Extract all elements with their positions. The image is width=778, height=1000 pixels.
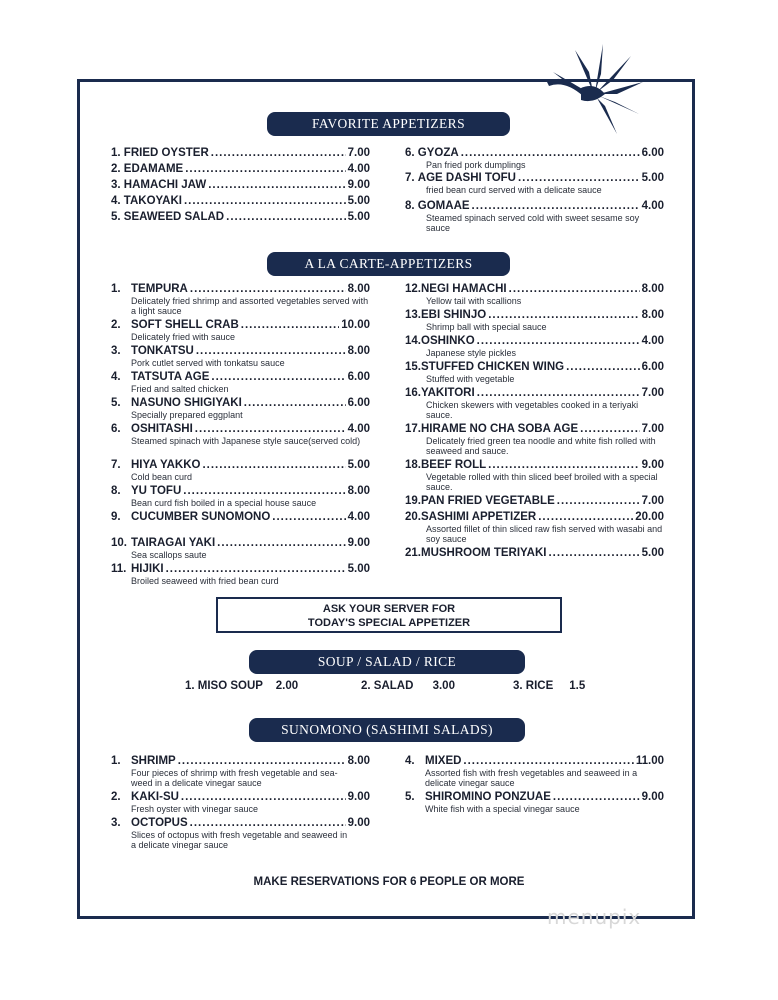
alacarte-left-column bbox=[111, 282, 370, 588]
list-item: 17. HIRAME NO CHA SOBA AGE ..... 7.00 Delicately fried green tea noodle and white fish rolled with seaweed and sauce. bbox=[405, 422, 664, 458]
list-item: 4. TAKOYAKI ..... 5.00 bbox=[111, 194, 370, 210]
soup-item-salad: 2. SALAD 3.00 bbox=[361, 680, 455, 692]
list-item: 7. HIYA YAKKO ..... 5.00 Cold bean curd bbox=[111, 458, 370, 484]
list-item: 2. EDAMAME ..... 4.00 bbox=[111, 162, 370, 178]
list-item: 11. HIJIKI ..... 5.00 Broiled seaweed with fried bean curd bbox=[111, 562, 370, 588]
list-item: 2. SOFT SHELL CRAB ..... 10.00 Delicately fried with sauce bbox=[111, 318, 370, 344]
list-item: 4. TATSUTA AGE ..... 6.00 Fried and salted chicken bbox=[111, 370, 370, 396]
list-item: 4. MIXED ..... 11.00 Assorted fish with fresh vegetables and seaweed in a delicate vinegar sauce bbox=[405, 754, 664, 790]
list-item: 16. YAKITORI ..... 7.00 Chicken skewers with vegetables cooked in a teriyaki sauce. bbox=[405, 386, 664, 422]
list-item: 18. BEEF ROLL ..... 9.00 Vegetable rolled with thin sliced beef broiled with a special sauce. bbox=[405, 458, 664, 494]
list-item: 3. OCTOPUS ..... 9.00 Slices of octopus with fresh vegetable and seaweed in a delicate vinegar sauce bbox=[111, 816, 370, 852]
list-item: 12. NEGI HAMACHI ..... 8.00 Yellow tail with scallions bbox=[405, 282, 664, 308]
list-item: 6. GYOZA ..... 6.00 Pan fried pork dumplings bbox=[405, 146, 664, 171]
list-item: 3. HAMACHI JAW ..... 9.00 bbox=[111, 178, 370, 194]
list-item: 13. EBI SHINJO ..... 8.00 Shrimp ball with special sauce bbox=[405, 308, 664, 334]
special-line-2: TODAY'S SPECIAL APPETIZER bbox=[307, 617, 471, 629]
sunomono-banner: SUNOMONO (SASHIMI SALADS) bbox=[249, 718, 525, 742]
list-item: 5. NASUNO SHIGIYAKI ..... 6.00 Specially prepared eggplant bbox=[111, 396, 370, 422]
list-item: 8. YU TOFU ..... 8.00 Bean curd fish boiled in a special house sauce bbox=[111, 484, 370, 510]
fav-left-column bbox=[111, 146, 370, 226]
list-item: 9. CUCUMBER SUNOMONO ..... 4.00 bbox=[111, 510, 370, 536]
sunomono-left-column bbox=[111, 754, 370, 852]
list-item: 2. KAKI-SU ..... 9.00 Fresh oyster with vinegar sauce bbox=[111, 790, 370, 816]
list-item: 8. GOMAAE ..... 4.00 Steamed spinach served cold with sweet sesame soy sauce bbox=[405, 199, 664, 235]
palm-leaf-icon bbox=[545, 42, 645, 137]
soup-salad-rice-banner: SOUP / SALAD / RICE bbox=[249, 650, 525, 674]
special-appetizer-notice bbox=[216, 597, 562, 633]
list-item: 20. SASHIMI APPETIZER ..... 20.00 Assorted fillet of thin sliced raw fish served with wasabi and soy sauce bbox=[405, 510, 664, 546]
list-item: 1. FRIED OYSTER ..... 7.00 bbox=[111, 146, 370, 162]
list-item: 1. SHRIMP ..... 8.00 Four pieces of shrimp with fresh vegetable and sea-weed in a delicate vinegar sauce bbox=[111, 754, 370, 790]
list-item: 21. MUSHROOM TERIYAKI ..... 5.00 bbox=[405, 546, 664, 562]
list-item: 10. TAIRAGAI YAKI ..... 9.00 Sea scallops saute bbox=[111, 536, 370, 562]
watermark: menupix bbox=[547, 905, 642, 929]
special-line-1: ASK YOUR SERVER FOR bbox=[322, 603, 456, 615]
list-item: 5. SEAWEED SALAD ..... 5.00 bbox=[111, 210, 370, 226]
alacarte-appetizers-banner: A LA CARTE-APPETIZERS bbox=[267, 252, 510, 276]
list-item: 6. OSHITASHI ..... 4.00 Steamed spinach with Japanese style sauce(served cold) bbox=[111, 422, 370, 458]
list-item: 1. TEMPURA ..... 8.00 Delicately fried shrimp and assorted vegetables served with a light sauce bbox=[111, 282, 370, 318]
soup-item-miso: 1. MISO SOUP 2.00 bbox=[185, 680, 299, 692]
alacarte-right-column bbox=[405, 282, 664, 562]
list-item: 7. AGE DASHI TOFU ..... 5.00 fried bean curd served with a delicate sauce bbox=[405, 171, 664, 199]
favorite-appetizers-banner: FAVORITE APPETIZERS bbox=[267, 112, 510, 136]
reservation-note: MAKE RESERVATIONS FOR 6 PEOPLE OR MORE bbox=[253, 876, 525, 888]
soup-item-rice: 3. RICE 1.5 bbox=[513, 680, 586, 692]
list-item: 3. TONKATSU ..... 8.00 Pork cutlet served with tonkatsu sauce bbox=[111, 344, 370, 370]
fav-right-column bbox=[405, 146, 664, 235]
list-item: 5. SHIROMINO PONZUAE ..... 9.00 White fish with a special vinegar sauce bbox=[405, 790, 664, 816]
list-item: 15. STUFFED CHICKEN WING ..... 6.00 Stuffed with vegetable bbox=[405, 360, 664, 386]
list-item: 19. PAN FRIED VEGETABLE ..... 7.00 bbox=[405, 494, 664, 510]
sunomono-right-column bbox=[405, 754, 664, 816]
list-item: 14. OSHINKO ..... 4.00 Japanese style pickles bbox=[405, 334, 664, 360]
